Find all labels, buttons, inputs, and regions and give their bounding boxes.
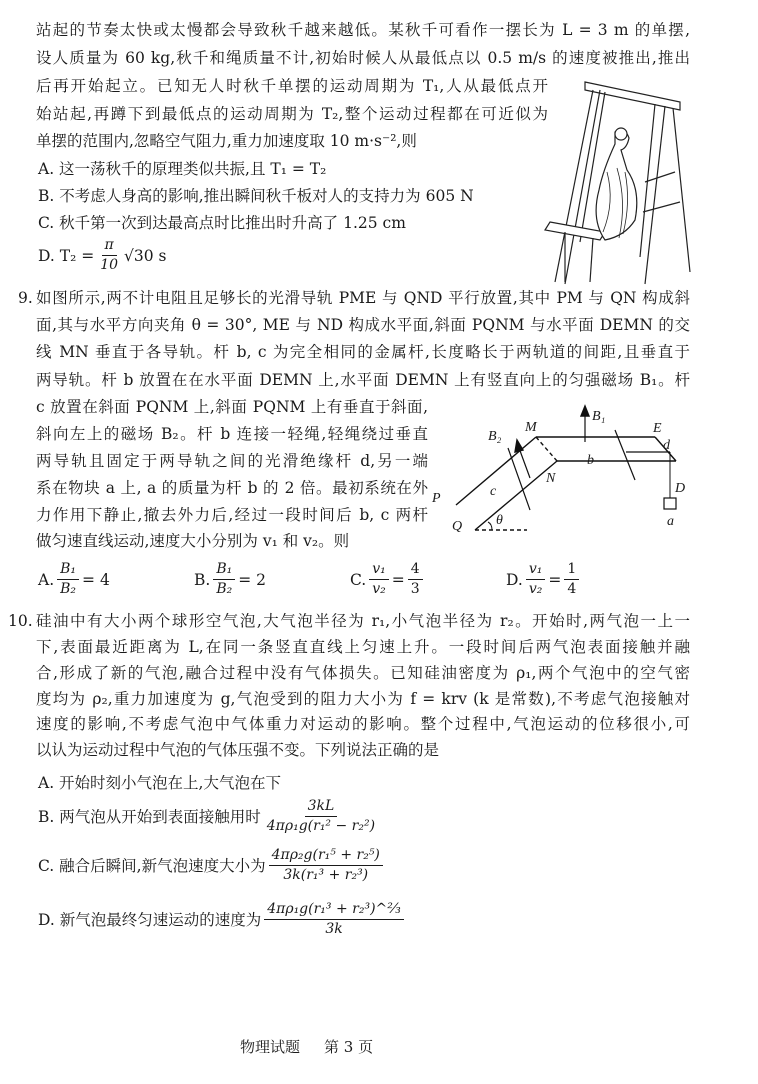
- q8-option-b: B. 不考虑人身高的影响,推出瞬间秋千板对人的支持力为 605 N: [38, 187, 474, 205]
- q8-option-d: [38, 236, 167, 275]
- q8-option-c: C. 秋千第一次到达最高点时比推出时升高了 1.25 cm: [38, 214, 406, 232]
- block-a: [664, 498, 676, 509]
- footer-page-number: 第 3 页: [324, 1038, 374, 1056]
- label-m: M: [525, 420, 537, 435]
- option-label: A.: [38, 570, 55, 589]
- fraction: [264, 797, 378, 836]
- q9-option-b: [194, 560, 266, 599]
- denominator: v₂: [372, 581, 386, 597]
- label-c: c: [490, 484, 497, 499]
- q9-line: 做匀速直线运动,速度大小分别为 v₁ 和 v₂。则: [36, 532, 350, 550]
- denominator: 10: [100, 257, 119, 273]
- q10-option-a: A. 开始时刻小气泡在上,大气泡在下: [38, 774, 281, 792]
- fraction: [408, 560, 423, 599]
- fraction: [564, 560, 579, 599]
- q9-line: 斜向左上的磁场 B₂。杆 b 连接一轻绳,轻绳绕过垂直: [36, 425, 428, 443]
- numerator: π: [102, 236, 117, 256]
- rail-diagram: [430, 400, 686, 540]
- numerator: 4: [408, 560, 423, 580]
- swing-illustration: [545, 72, 695, 287]
- q8-line: 单摆的范围内,忽略空气阻力,重力加速度取 10 m·s⁻²,则: [36, 132, 417, 150]
- denominator: B₂: [60, 581, 77, 597]
- fraction: [97, 236, 121, 275]
- q10-option-c: [38, 846, 386, 885]
- numerator: 3kL: [305, 797, 338, 817]
- q9-line: 力作用下静止,撤去外力后,经过一段时间后 b, c 两杆: [36, 506, 428, 524]
- numerator: v₁: [369, 560, 389, 580]
- denominator: 3k: [325, 921, 343, 937]
- option-text: D. 新气泡最终匀速运动的速度为: [38, 910, 262, 929]
- equals-sign: =: [391, 570, 405, 589]
- sqrt-term: √30 s: [124, 246, 167, 265]
- numerator: 4πρ₁g(r₁³ + r₂³)^⅔: [264, 900, 404, 920]
- rod-c: [508, 448, 530, 510]
- label-e: E: [653, 421, 662, 436]
- label-q: Q: [452, 519, 463, 534]
- fraction: [213, 560, 235, 599]
- q10-option-b: [38, 797, 381, 836]
- q9-line: c 放置在斜面 PQNM 上,斜面 PQNM 上有垂直于斜面,: [36, 398, 428, 416]
- fraction: [57, 560, 79, 599]
- label-a: a: [667, 514, 674, 529]
- fraction: [264, 900, 404, 939]
- q10-option-d: [38, 900, 407, 939]
- q9-number: 9.: [18, 289, 33, 307]
- denominator: v₂: [528, 581, 543, 597]
- option-label: D. T₂ =: [38, 246, 95, 265]
- q9-option-c: [350, 560, 426, 599]
- numerator: v₁: [526, 560, 546, 580]
- q9-line: 两导轨。杆 b 放置在在水平面 DEMN 上,水平面 DEMN 上有竖直向上的匀强磁场 B₁。杆: [36, 371, 690, 389]
- q9-line: 两导轨且固定于两导轨之间的光滑绝缘杆 d,另一端: [36, 452, 428, 470]
- q10-line: 硅油中有大小两个球形空气泡,大气泡半径为 r₁,小气泡半径为 r₂。开始时,两气泡一上一: [36, 612, 690, 630]
- label-b1: B₁: [592, 409, 606, 424]
- denominator: B₂: [216, 581, 233, 597]
- q9-line: 系在物块 a 上, a 的质量为杆 b 的 2 倍。最初系统在外: [36, 479, 428, 497]
- equals-sign: =: [548, 570, 562, 589]
- q10-line: 合,形成了新的气泡,融合过程中没有气体损失。已知硅油密度为 ρ₁,两个气泡中的空气密: [36, 664, 690, 682]
- option-label: C.: [350, 570, 367, 589]
- q10-line: 以认为运动过程中气泡的气体压强不变。下列说法正确的是: [36, 741, 440, 759]
- label-theta: θ: [496, 513, 503, 528]
- label-d-point: D: [675, 481, 686, 496]
- option-text: C. 融合后瞬间,新气泡速度大小为: [38, 856, 266, 875]
- denominator: 4πρ₁g(r₁² − r₂²): [266, 818, 376, 834]
- q10-line: 度均为 ρ₂,重力加速度为 g,气泡受到的阻力大小为 f = krv (k 是常数),不考虑气泡接触对: [36, 690, 690, 708]
- numerator: 1: [564, 560, 579, 580]
- q9-option-a: [38, 560, 110, 599]
- q10-line: 速度的影响,不考虑气泡中气体重力对运动的影响。整个过程中,气泡运动的位移很小,可: [36, 715, 690, 733]
- numerator: B₁: [213, 560, 235, 580]
- label-n: N: [546, 471, 556, 486]
- q9-line: 线 MN 垂直于各导轨。杆 b, c 为完全相同的金属杆,长度略长于两轨道的间距,且垂直于: [36, 343, 690, 361]
- q8-line: 后再开始起立。已知无人时秋千单摆的运动周期为 T₁,人从最低点开: [36, 77, 548, 95]
- label-p: P: [432, 491, 441, 506]
- denominator: 4: [567, 581, 577, 597]
- option-text: B. 两气泡从开始到表面接触用时: [38, 807, 261, 826]
- fraction: [369, 560, 389, 599]
- q9-line: 面,其与水平方向夹角 θ = 30°, ME 与 ND 构成水平面,斜面 PQNM 与水平面 DEMN 的交: [36, 316, 690, 334]
- label-b: b: [587, 453, 594, 468]
- q8-option-a: A. 这一荡秋千的原理类似共振,且 T₁ = T₂: [38, 160, 327, 178]
- fraction: [269, 846, 383, 885]
- option-label: B.: [194, 570, 211, 589]
- numerator: B₁: [57, 560, 79, 580]
- q8-line: 设人质量为 60 kg,秋千和绳质量不计,初始时候人从最低点以 0.5 m/s 的速度被推出,推出: [36, 49, 690, 67]
- denominator: 3k(r₁³ + r₂³): [283, 867, 369, 883]
- label-b2: B₂: [488, 429, 502, 444]
- label-d-rod: d: [663, 438, 670, 453]
- option-value: = 2: [238, 570, 267, 589]
- page-footer: [240, 1036, 373, 1057]
- fraction: [526, 560, 546, 599]
- q10-number: 10.: [8, 612, 33, 630]
- q9-line: 如图所示,两不计电阻且足够长的光滑导轨 PME 与 QND 平行放置,其中 PM 与 QN 构成斜: [36, 289, 690, 307]
- q10-line: 下,表面最近距离为 L,在同一条竖直直线上匀速上升。一段时间后两气泡表面接触并融: [36, 638, 690, 656]
- option-label: D.: [506, 570, 523, 589]
- denominator: 3: [410, 581, 420, 597]
- q8-line: 站起的节奏太快或太慢都会导致秋千越来越低。某秋千可看作一摆长为 L = 3 m 的单摆,: [36, 21, 690, 39]
- footer-subject: 物理试题: [240, 1038, 301, 1056]
- numerator: 4πρ₂g(r₁⁵ + r₂⁵): [269, 846, 383, 866]
- q9-option-d: [506, 560, 582, 599]
- q8-line: 始站起,再蹲下到最低点的运动周期为 T₂,整个运动过程都在可近似为: [36, 105, 548, 123]
- option-value: = 4: [82, 570, 110, 589]
